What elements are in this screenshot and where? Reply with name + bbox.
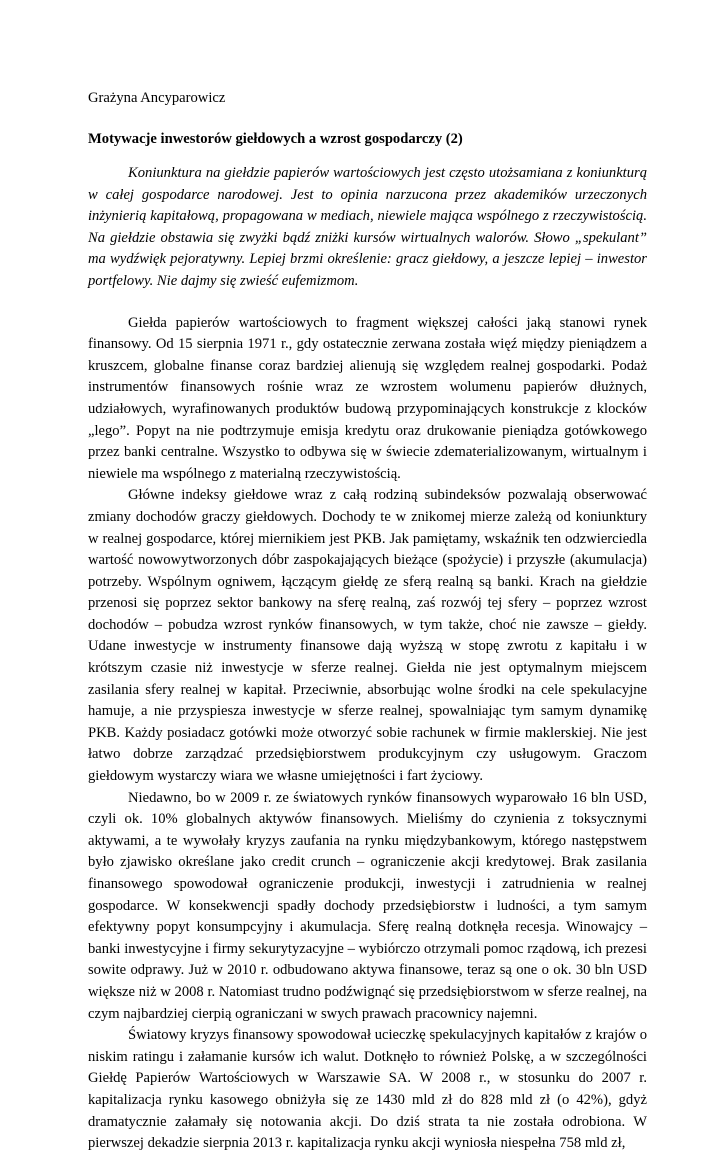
paragraph: Główne indeksy giełdowe wraz z całą rodziną subindeksów pozwalają obserwować zmiany dochodów graczy giełdowych. Dochody te w znikomej mierze zależą od koniunktury w realnej gospodarce, której miernikiem jest PKB. Jak pamiętamy, wskaźnik ten odzwierciedla wartość nowowytworzonych dóbr zaspokajających bieżące (spożycie) i przyszłe (akumulacja) potrzeby. Wspólnym ogniwem, łączącym giełdę ze sferą realną są banki. Krach na giełdzie przenosi się poprzez sektor bankowy na sferę realną, zaś rozwój tej sfery – poprzez wzrost dochodów – pobudza wzrost rynków finansowych, w tym także, choć nie zawsze – giełdy. Udane inwestycje w instrumenty finansowe dają wyższą w stopę zwrotu z kapitału i w krótszym czasie niż inwestycje w sferze realnej. Giełda nie jest optymalnym miejscem zasilania sfery realnej w kapitał. Przeciwnie, absorbując wolne środki na cele spekulacyjne hamuje, a nie przyspiesza inwestycje w sferze realnej, spowalniając tym samym dynamikę PKB. Każdy posiadacz gotówki może otworzyć sobie rachunek w firmie maklerskiej. Nie jest łatwo dobrze zarządzać przedsiębiorstwem produkcyjnym czy usługowym. Graczom giełdowym wystarczy wiara we własne umiejętności i fart życiowy.: [88, 487, 647, 785]
author-name: Grażyna Ancyparowicz: [88, 90, 226, 106]
paragraph: Niedawno, bo w 2009 r. ze światowych rynków finansowych wyparowało 16 bln USD, czyli ok. 10% globalnych aktywów finansowych. Mieliśmy do czynienia z toksycznymi aktywami, a te wywołały kryzys zaufania na rynku międzybankowym, którego następstwem było zjawisko określane jako credit crunch – ograniczenie akcji kredytowej. Brak zasilania finansowego spowodował ograniczenie produkcji, inwestycji i zatrudnienia w realnej gospodarce. W konsekwencji spadły dochody przedsiębiorstw i ludności, a tym samym efektywny popyt konsumpcyjny i akumulacja. Sferę realną dotknęła recesja. Winowajcy – banki inwestycyjne i firmy sekurytyzacyjne – wybiórczo otrzymali pomoc rządową, ich prezesi sowite odprawy. Już w 2010 r. odbudowano aktywa finansowe, teraz są one o ok. 30 bln USD większe niż w 2008 r. Natomiast trudno podźwignąć się przedsiębiorstwom w sferze realnej, na czym najbardziej cierpią ograniczani w swych prawach pracownicy najemni.: [88, 789, 647, 1022]
abstract: Koniunktura na giełdzie papierów wartościowych jest często utożsamiana z koniunkturą w całej gospodarce narodowej. Jest to opinia narzucona przez akademików urzeczonych inżynierią kapitałową, propagowana w mediach, niewiele mająca wspólnego z rzeczywistością. Na giełdzie obstawia się zwyżki bądź zniżki kursów wirtualnych walorów. Słowo „spekulant” ma wydźwięk pejoratywny. Lepiej brzmi określenie: gracz giełdowy, a jeszcze lepiej – inwestor portfelowy. Nie dajmy się zwieść eufemizmom.: [88, 165, 647, 289]
paragraph: Światowy kryzys finansowy spowodował ucieczkę spekulacyjnych kapitałów z krajów o niskim ratingu i załamanie kursów ich walut. Dotknęło to również Polskę, a w szczególności Giełdę Papierów Wartościowych w Warszawie SA. W 2008 r., w stosunku do 2007 r. kapitalizacja rynku kasowego obniżyła się ze 1430 mld zł do 828 mld zł (o 42%), gdyż dramatycznie załamały się notowania akcji. Do dziś strata ta nie została odrobiona. W pierwszej dekadzie sierpnia 2013 r. kapitalizacja rynku akcji wyniosła niespełna 758 mld zł,: [88, 1027, 647, 1152]
article-title: Motywacje inwestorów giełdowych a wzrost gospodarczy (2): [88, 131, 463, 147]
paragraph: Giełda papierów wartościowych to fragment większej całości jaką stanowi rynek finansowy. Od 15 sierpnia 1971 r., gdy ostatecznie zerwana została więź między pieniądzem a kruszcem, globalne finanse coraz bardziej alienują się względem realnej gospodarki. Podaż instrumentów finansowych rośnie wraz ze wzrostem wolumenu papierów dłużnych, udziałowych, wyrafinowanych produktów budową przypominających konstrukcje z klocków „lego”. Popyt na nie podtrzymuje emisja kredytu oraz drukowanie pieniądza gotówkowego przez banki centralne. Wszystko to odbywa się w świecie zdematerializowanym, wirtualnym i niewiele ma wspólnego z materialną rzeczywistością.: [88, 314, 647, 482]
article-body: [88, 313, 647, 1155]
